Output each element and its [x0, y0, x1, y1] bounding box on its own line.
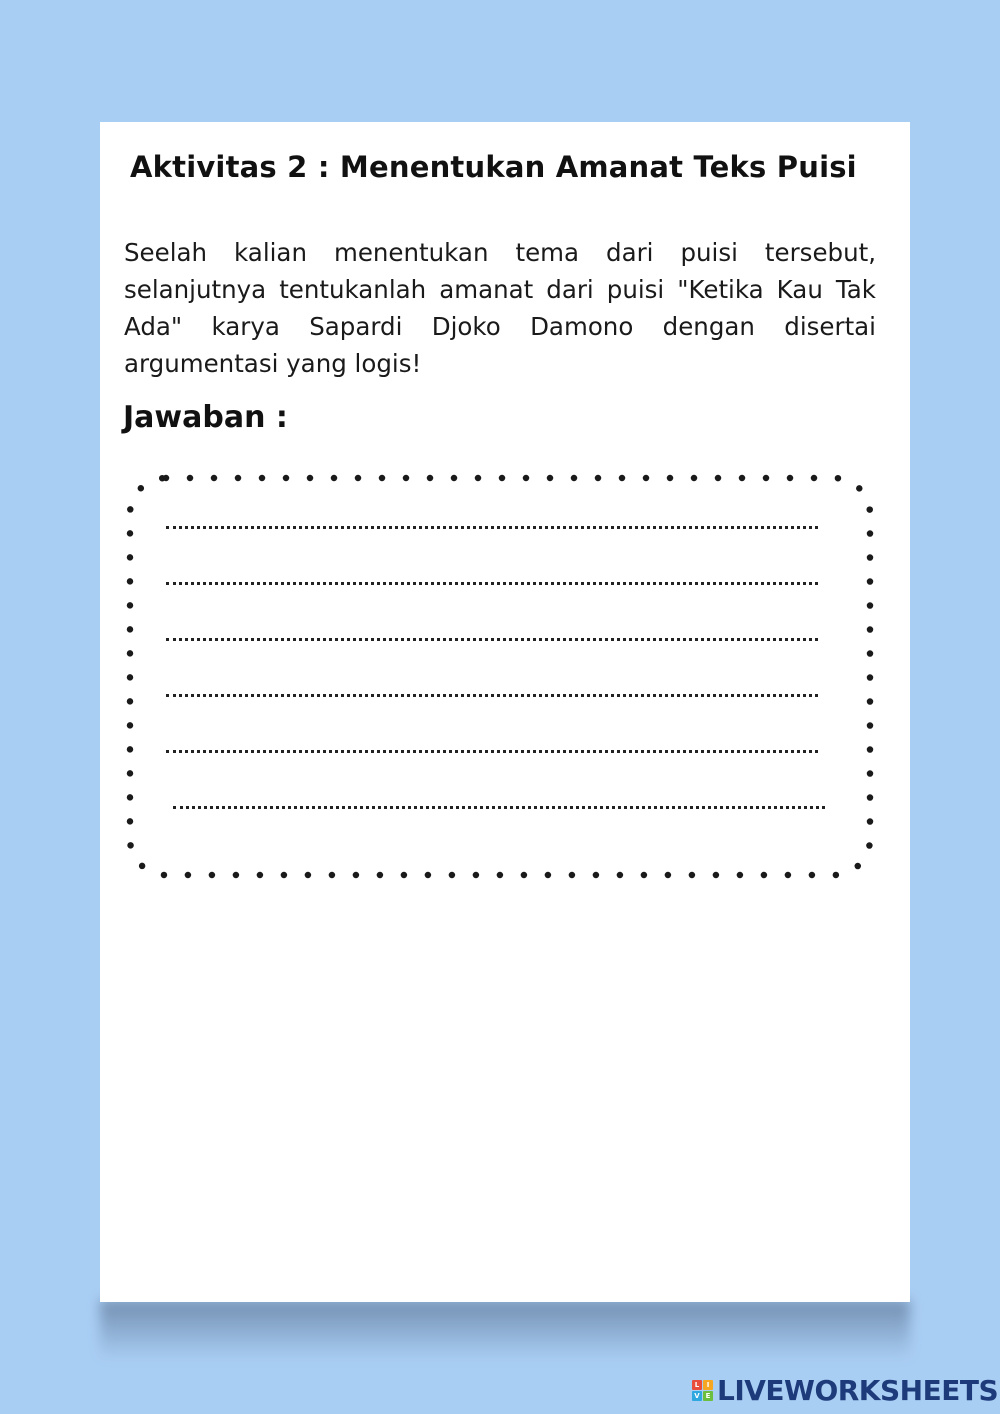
logo-letter-i: I [703, 1380, 713, 1390]
logo-icon [692, 1380, 713, 1401]
answer-box [126, 474, 874, 879]
answer-line-1[interactable] [166, 526, 818, 529]
worksheet-page [100, 122, 910, 1302]
logo-letter-e: E [703, 1391, 713, 1401]
answer-line-6[interactable] [173, 806, 825, 809]
logo-letter-v: V [692, 1391, 702, 1401]
answer-line-2[interactable] [166, 582, 818, 585]
paper-shadow [100, 1300, 910, 1360]
liveworksheets-logo [692, 1373, 998, 1407]
answer-label: Jawaban : [123, 400, 288, 435]
answer-line-4[interactable] [166, 694, 818, 697]
instruction-text: Seelah kalian menentukan tema dari puisi tersebut, selanjutnya tentukanlah amanat dari puisi "Ketika Kau Tak Ada" karya Sapardi Djoko Damono dengan disertai argumentasi yang logis! [124, 238, 876, 378]
dotted-border [126, 474, 874, 879]
worksheet-title: Aktivitas 2 : Menentukan Amanat Teks Puisi [130, 150, 857, 184]
answer-line-3[interactable] [166, 638, 818, 641]
answer-line-5[interactable] [166, 750, 818, 753]
logo-text: LIVEWORKSHEETS [717, 1373, 999, 1407]
logo-letter-l: L [692, 1380, 702, 1390]
